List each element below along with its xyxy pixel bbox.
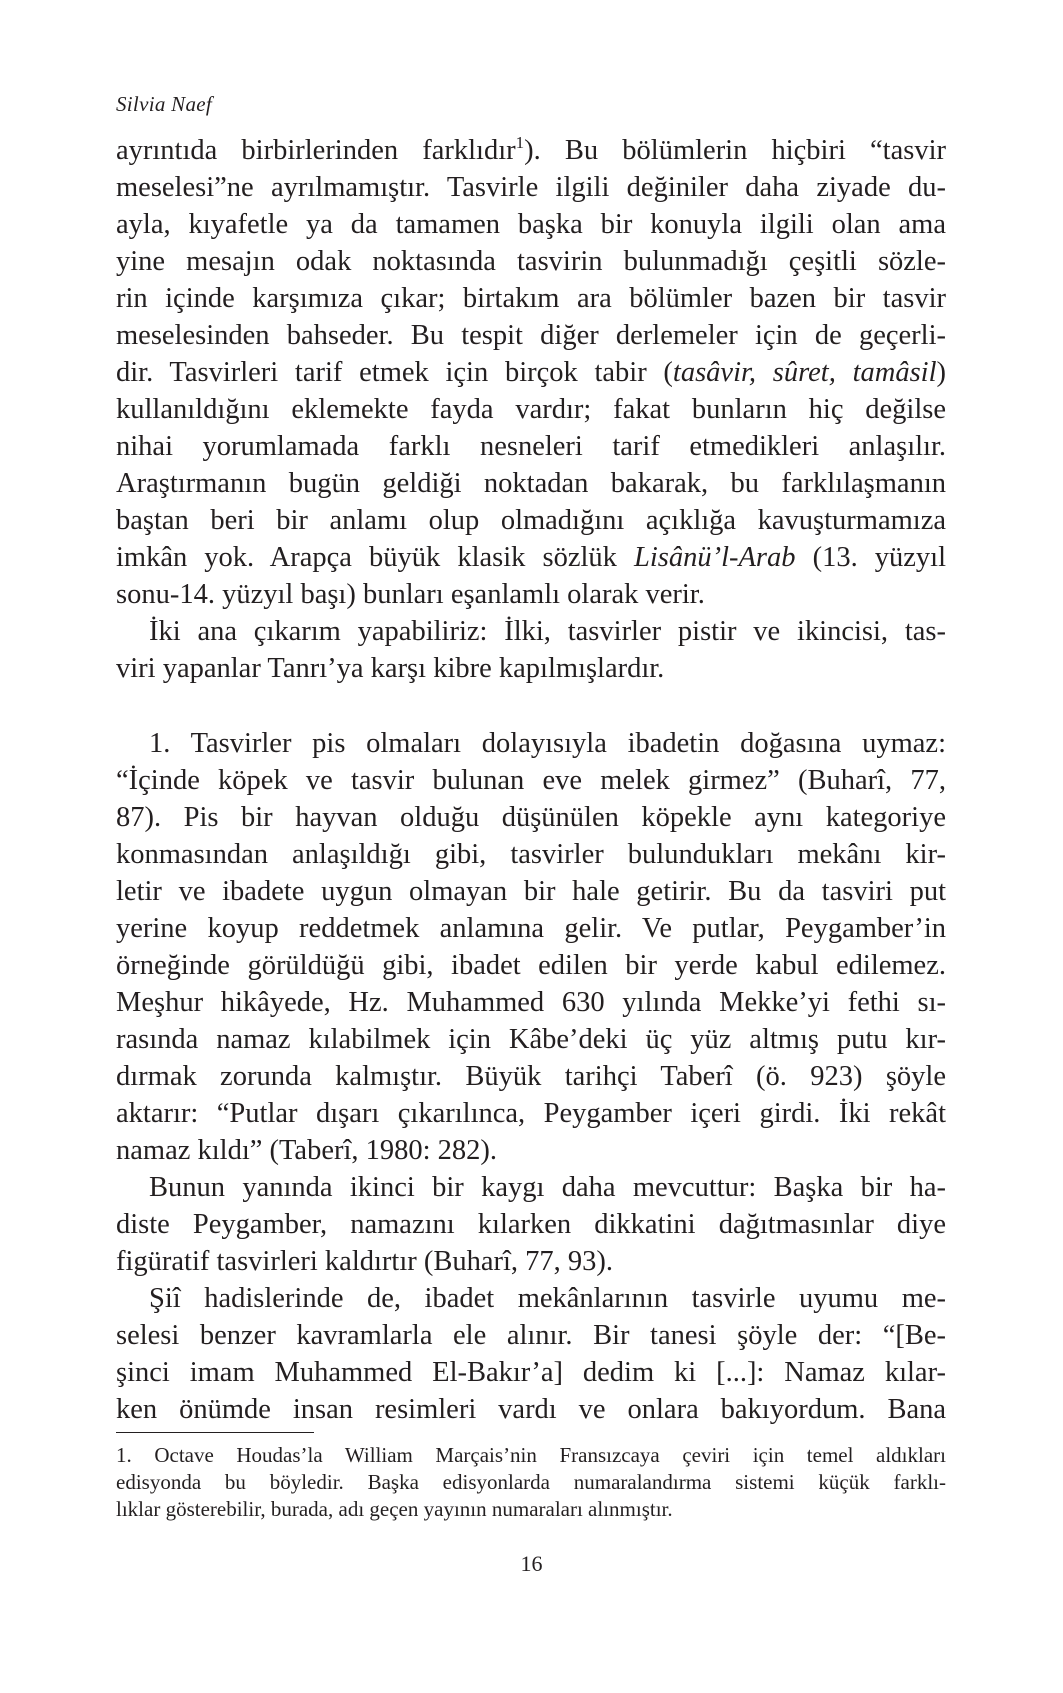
text-line: örneğinde görüldüğü gibi, ibadet edilen bir yerde kabul edilemez. — [116, 950, 946, 981]
text-line: Meşhur hikâyede, Hz. Muhammed 630 yılında Mekke’yi fethi sı- — [116, 987, 946, 1018]
footnote-separator — [116, 1432, 314, 1433]
text-line: kullanıldığını eklemekte fayda vardır; fakat bunların hiç değilse — [116, 394, 946, 425]
text-line: diste Peygamber, namazını kılarken dikkatini dağıtmasınlar diye — [116, 1209, 946, 1240]
text-line: 1. Tasvirler pis olmaları dolayısıyla ibadetin doğasına uymaz: — [149, 728, 946, 759]
text-line: ayla, kıyafetle ya da tamamen başka bir konuyla ilgili olan ama — [116, 209, 946, 240]
footnote — [116, 1442, 946, 1523]
text-line: namaz kıldı” (Taberî, 1980: 282). — [116, 1135, 498, 1166]
text-line: rin içinde karşımıza çıkar; birtakım ara bölümler bazen bir tasvir — [116, 283, 946, 314]
text-line: Bunun yanında ikinci bir kaygı daha mevcuttur: Başka bir ha- — [149, 1172, 946, 1203]
text-line: yine mesajın odak noktasında tasvirin bulunmadığı çeşitli sözle- — [116, 246, 946, 277]
paragraph-2 — [116, 613, 946, 687]
text-line: figüratif tasvirleri kaldırtır (Buharî, 77, 93). — [116, 1246, 614, 1277]
text-line: viri yapanlar Tanrı’ya karşı kibre kapılmışlardır. — [116, 653, 665, 684]
text-line: meselesi”ne ayrılmamıştır. Tasvirle ilgili değiniler daha ziyade du- — [116, 172, 946, 203]
text-line: sonu-14. yüzyıl başı) bunları eşanlamlı olarak verir. — [116, 579, 705, 610]
text-segment: ) — [936, 357, 946, 388]
text-line: meselesinden bahseder. Bu tespit diğer derlemeler için de geçerli- — [116, 320, 946, 351]
text-line: konmasından anlaşıldığı gibi, tasvirler bulundukları mekânı kir- — [116, 839, 946, 870]
body-text — [116, 132, 946, 1428]
text-line — [116, 354, 946, 391]
running-head: Silvia Naef — [116, 92, 213, 116]
text-segment: ). Bu bölümlerin hiçbiri “tasvir — [524, 135, 946, 166]
footnote-reference: 1 — [515, 133, 525, 152]
text-line: şinci imam Muhammed El-Bakır’a] dedim ki [...]: Namaz kılar- — [116, 1357, 946, 1388]
text-line: baştan beri bir anlamı olup olmadığını açıklığa kavuşturmamıza — [116, 505, 946, 536]
text-segment: (13. yüzyıl — [795, 542, 946, 573]
footnote-line: 1. Octave Houdas’la William Marçais’nin Fransızcaya çeviri için temel aldıkları — [116, 1443, 946, 1467]
paragraph-4 — [116, 1169, 946, 1280]
footnote-line: lıklar gösterebilir, burada, adı geçen yayının numaraları alınmıştır. — [116, 1497, 673, 1521]
text-line: ken önümde insan resimleri vardı ve onlara bakıyordum. Bana — [116, 1394, 946, 1425]
text-line: “İçinde köpek ve tasvir bulunan eve melek girmez” (Buharî, 77, — [116, 765, 946, 796]
text-line — [116, 539, 946, 576]
text-line: letir ve ibadete uygun olmayan bir hale getirir. Bu da tasviri put — [116, 876, 946, 907]
footnote-line: edisyonda bu böyledir. Başka edisyonlarda numaralandırma sistemi küçük farklı- — [116, 1470, 946, 1494]
text-line: selesi benzer kavramlarla ele alınır. Bir tanesi şöyle der: “[Be- — [116, 1320, 946, 1351]
paragraph-gap — [116, 687, 946, 725]
paragraph-1 — [116, 132, 946, 613]
text-line: nihai yorumlamada farklı nesneleri tarif etmedikleri anlaşılır. — [116, 431, 946, 462]
italic-terms: tasâvir, sûret, tamâsil — [672, 357, 937, 388]
page-number: 16 — [520, 1551, 543, 1576]
text-segment: dir. Tasvirleri tarif etmek için birçok tabir ( — [116, 357, 673, 388]
text-segment: imkân yok. Arapça büyük klasik sözlük — [116, 542, 634, 573]
text-line: yerine koyup reddetmek anlamına gelir. Ve putlar, Peygamber’in — [116, 913, 946, 944]
text-line: aktarır: “Putlar dışarı çıkarılınca, Peygamber içeri girdi. İki rekât — [116, 1098, 946, 1129]
text-line: Araştırmanın bugün geldiği noktadan bakarak, bu farklılaşmanın — [116, 468, 946, 499]
paragraph-5 — [116, 1280, 946, 1428]
text-line: rasında namaz kılabilmek için Kâbe’deki üç yüz altmış putu kır- — [116, 1024, 946, 1055]
italic-title: Lisânü’l-Arab — [633, 542, 796, 573]
text-line — [116, 132, 946, 169]
text-line: 87). Pis bir hayvan olduğu düşünülen köpekle aynı kategoriye — [116, 802, 946, 833]
text-line: İki ana çıkarım yapabiliriz: İlki, tasvirler pistir ve ikincisi, tas- — [149, 616, 946, 647]
text-line: dırmak zorunda kalmıştır. Büyük tarihçi Taberî (ö. 923) şöyle — [116, 1061, 946, 1092]
text-line: Şiî hadislerinde de, ibadet mekânlarının tasvirle uyumu me- — [149, 1283, 946, 1314]
paragraph-3 — [116, 725, 946, 1169]
text-segment: ayrıntıda birbirlerinden farklıdır — [116, 135, 516, 166]
